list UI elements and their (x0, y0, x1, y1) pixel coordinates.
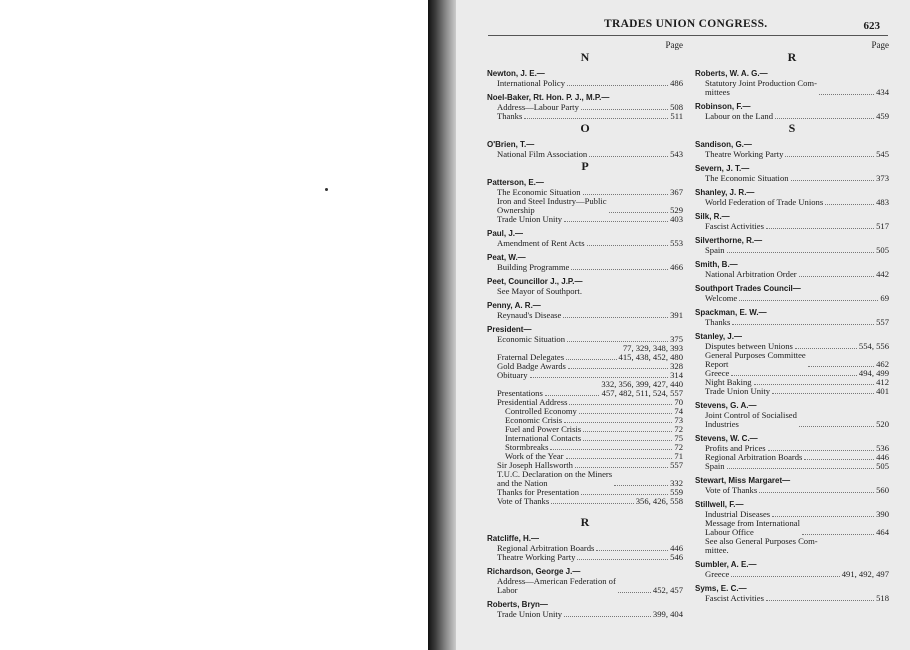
entry-topic: Amendment of Rent Acts (497, 238, 585, 248)
entry-pages: 375 (670, 334, 683, 344)
entry-pages: 466 (670, 262, 683, 272)
dot-leader (759, 492, 874, 493)
index-entry (695, 486, 889, 495)
index-entry (695, 294, 889, 303)
dust-speck (325, 188, 328, 191)
entry-topic: Address—Labour Party (497, 102, 579, 112)
entry-topic: Reynaud's Disease (497, 310, 562, 320)
entry-pages: 560 (876, 485, 889, 495)
dot-leader (825, 204, 874, 205)
entry-pages: 505 (876, 461, 889, 471)
entry-topic: Theatre Working Party (497, 552, 576, 562)
index-name-heading: Roberts, Bryn— (487, 600, 548, 609)
index-name-heading: Shanley, J. R.— (695, 188, 755, 197)
dot-leader (563, 317, 668, 318)
entry-topic: National Arbitration Order (705, 269, 797, 279)
index-name-heading: Noel-Baker, Rt. Hon. P. J., M.P.— (487, 93, 610, 102)
index-entry (487, 150, 683, 159)
dot-leader (727, 252, 875, 253)
entry-topic: See Mayor of Southport. (497, 286, 582, 296)
index-entry (695, 537, 889, 555)
dot-leader (551, 503, 634, 504)
index-name-heading: Silverthorne, R.— (695, 236, 763, 245)
book-gutter-shadow (428, 0, 458, 650)
dot-leader (799, 276, 874, 277)
entry-pages: 459 (876, 111, 889, 121)
entry-pages: 554, 556 (858, 341, 889, 351)
entry-topic: Vote of Thanks (497, 496, 550, 506)
entry-topic: General Purposes Committee Report (705, 350, 806, 369)
entry-topic: Thanks for Presentation (497, 487, 580, 497)
entry-pages: 69 (880, 293, 889, 303)
entry-topic: Iron and Steel Industry—Public Ownership (497, 196, 607, 215)
section-letter: N (580, 50, 590, 64)
entry-topic: Disputes between Unions (705, 341, 793, 351)
entry-topic: Statutory Joint Production Com- mittees (705, 78, 817, 97)
dot-leader (791, 180, 875, 181)
index-entry (695, 411, 889, 429)
entry-topic: Address—American Federation of Labor (497, 576, 616, 595)
index-name-heading: Spackman, E. W.— (695, 308, 767, 317)
index-name-heading: Robinson, F.— (695, 102, 751, 111)
index-name-heading: Paul, J.— (487, 229, 524, 238)
entry-topic: Greece (705, 368, 730, 378)
running-head-title: TRADES UNION CONGRESS. (604, 18, 768, 30)
entry-pages: 77, 329, 348, 393 415, 438, 452, 480 (618, 343, 683, 362)
entry-topic: National Film Association (497, 149, 588, 159)
index-name-heading: President— (487, 325, 532, 334)
entry-pages: 367 (670, 187, 683, 197)
index-entry (487, 470, 683, 488)
index-name-heading: Stillwell, F.— (695, 500, 744, 509)
index-entry (695, 351, 889, 369)
dot-leader (545, 395, 600, 396)
index-entry (487, 311, 683, 320)
entry-pages: 71 (674, 451, 683, 461)
entry-topic: Fraternal Delegates (497, 352, 565, 362)
entry-pages: 462 (876, 359, 889, 369)
dot-leader (569, 404, 672, 405)
entry-pages: 434 (876, 87, 889, 97)
dot-leader (566, 458, 673, 459)
entry-pages: 483 (876, 197, 889, 207)
index-name-heading: Smith, B.— (695, 260, 738, 269)
page-column-label: Page (665, 40, 683, 50)
dot-leader (766, 600, 874, 601)
index-entry (487, 610, 683, 619)
entry-pages: 446 (876, 452, 889, 462)
index-entry (487, 215, 683, 224)
dot-leader (581, 494, 668, 495)
dot-leader (530, 377, 669, 378)
dot-leader (589, 156, 668, 157)
entry-pages: 72 (674, 424, 683, 434)
entry-topic: International Policy (497, 78, 566, 88)
index-entry (487, 287, 683, 296)
entry-pages: 557 (670, 460, 683, 470)
entry-topic: Presidential Address (497, 397, 568, 407)
index-name-heading: Stevens, W. C.— (695, 434, 758, 443)
dot-leader (564, 221, 668, 222)
dot-leader (575, 467, 668, 468)
dot-leader (732, 324, 874, 325)
entry-pages: 491, 492, 497 (841, 569, 889, 579)
entry-topic: Stormbreaks (505, 442, 549, 452)
entry-topic: Trade Union Unity (497, 214, 563, 224)
page-number: 623 (863, 20, 880, 32)
index-entry (695, 519, 889, 537)
entry-pages: 332 (670, 478, 683, 488)
blank-left-page (0, 0, 428, 650)
dot-leader (802, 534, 874, 535)
dot-leader (566, 359, 617, 360)
dot-leader (618, 592, 651, 593)
index-name-heading: Sandison, G.— (695, 140, 752, 149)
entry-pages: 442 (876, 269, 889, 279)
entry-topic: Building Programme (497, 262, 570, 272)
entry-pages: 517 (876, 221, 889, 231)
entry-topic: Joint Control of Socialised Industries (705, 410, 797, 429)
entry-pages: 486 (670, 78, 683, 88)
index-name-heading: Penny, A. R.— (487, 301, 541, 310)
index-entry (695, 462, 889, 471)
entry-pages: 332, 356, 399, 427, 440 457, 482, 511, 524, 557 (601, 379, 683, 398)
entry-topic: Labour on the Land (705, 111, 774, 121)
entry-topic: Thanks (705, 317, 731, 327)
entry-pages: 464 (876, 527, 889, 537)
index-entry (487, 197, 683, 215)
index-name-heading: O'Brien, T.— (487, 140, 535, 149)
entry-pages: 543 (670, 149, 683, 159)
index-name-heading: Stewart, Miss Margaret— (695, 476, 791, 485)
entry-topic: Trade Union Unity (497, 609, 563, 619)
entry-topic: Theatre Working Party (705, 149, 784, 159)
header-rule (488, 35, 888, 36)
entry-pages: 508 (670, 102, 683, 112)
index-entry (487, 497, 683, 506)
entry-pages: 536 (876, 443, 889, 453)
dot-leader (581, 109, 668, 110)
entry-topic: International Contacts (505, 433, 582, 443)
entry-topic: Work of the Year (505, 451, 564, 461)
index-name-heading: Southport Trades Council— (695, 284, 801, 293)
entry-pages: 518 (876, 593, 889, 603)
index-name-heading: Roberts, W. A. G.— (695, 69, 768, 78)
entry-pages: 412 (876, 377, 889, 387)
index-entry (695, 594, 889, 603)
entry-topic: Obituary (497, 370, 528, 380)
entry-pages: 73 (674, 415, 683, 425)
entry-pages: 452, 457 (652, 585, 683, 595)
dot-leader (550, 449, 672, 450)
dot-leader (772, 516, 874, 517)
index-page (456, 0, 910, 650)
entry-topic: Spain (705, 461, 725, 471)
entry-pages: 553 (670, 238, 683, 248)
entry-pages: 72 (674, 442, 683, 452)
entry-topic: Vote of Thanks (705, 485, 758, 495)
entry-topic: The Economic Situation (705, 173, 789, 183)
entry-pages: 529 (670, 205, 683, 215)
entry-pages: 546 (670, 552, 683, 562)
entry-topic: Presentations (497, 388, 543, 398)
entry-topic: Trade Union Unity (705, 386, 771, 396)
entry-topic: Profits and Prices (705, 443, 766, 453)
section-letter: R (580, 515, 590, 529)
entry-pages: 390 (876, 509, 889, 519)
dot-leader (766, 228, 874, 229)
index-entry (487, 577, 683, 595)
entry-pages: 403 (670, 214, 683, 224)
index-entry (695, 222, 889, 231)
index-entry (487, 239, 683, 248)
dot-leader (596, 550, 668, 551)
index-name-heading: Sumbler, A. E.— (695, 560, 757, 569)
index-entry (695, 79, 889, 97)
index-entry (487, 380, 683, 398)
index-entry (695, 318, 889, 327)
entry-pages: 399, 404 (652, 609, 683, 619)
index-entry (695, 150, 889, 159)
dot-leader (768, 450, 874, 451)
page-column-label: Page (871, 40, 889, 50)
index-name-heading: Silk, R.— (695, 212, 730, 221)
index-entry (487, 79, 683, 88)
dot-leader (583, 194, 669, 195)
index-name-heading: Richardson, George J.— (487, 567, 581, 576)
entry-topic: Night Baking (705, 377, 752, 387)
index-name-heading: Severn, J. T.— (695, 164, 750, 173)
entry-pages: 356, 426, 558 (635, 496, 683, 506)
index-entry (487, 263, 683, 272)
section-letter: S (788, 121, 796, 135)
entry-topic: Message from International Labour Office (705, 518, 800, 537)
dot-leader (571, 269, 668, 270)
index-entry (695, 174, 889, 183)
dot-leader (564, 616, 651, 617)
dot-leader (804, 459, 874, 460)
entry-topic: T.U.C. Declaration on the Miners and the Nation (497, 469, 613, 488)
dot-leader (577, 559, 668, 560)
entry-pages: 70 (674, 397, 683, 407)
index-entry (487, 112, 683, 121)
index-name-heading: Newton, J. E.— (487, 69, 545, 78)
index-name-heading: Syms, E. C.— (695, 584, 747, 593)
index-name-heading: Stanley, J.— (695, 332, 742, 341)
dot-leader (567, 85, 668, 86)
index-entry (695, 570, 889, 579)
entry-pages: 75 (674, 433, 683, 443)
dot-leader (775, 118, 874, 119)
index-column-left (487, 40, 683, 619)
index-entry (695, 387, 889, 396)
dot-leader (579, 413, 673, 414)
entry-pages: 559 (670, 487, 683, 497)
index-name-heading: Patterson, E.— (487, 178, 544, 187)
dot-leader (819, 94, 874, 95)
entry-pages: 74 (674, 406, 683, 416)
entry-topic: Fascist Activities (705, 221, 764, 231)
dot-leader (731, 576, 839, 577)
dot-leader (754, 384, 875, 385)
dot-leader (731, 375, 857, 376)
dot-leader (785, 156, 874, 157)
entry-topic: Controlled Economy (505, 406, 577, 416)
entry-topic: Greece (705, 569, 730, 579)
dot-leader (808, 366, 874, 367)
index-entry (695, 246, 889, 255)
dot-leader (567, 341, 668, 342)
index-column-right (695, 40, 889, 603)
entry-pages: 314 (670, 370, 683, 380)
entry-pages: 328 (670, 361, 683, 371)
entry-topic: The Economic Situation (497, 187, 581, 197)
dot-leader (583, 440, 672, 441)
entry-topic: Industrial Diseases (705, 509, 771, 519)
entry-pages: 401 (876, 386, 889, 396)
entry-pages: 391 (670, 310, 683, 320)
dot-leader (739, 300, 878, 301)
dot-leader (524, 118, 668, 119)
entry-pages: 505 (876, 245, 889, 255)
dot-leader (564, 422, 672, 423)
entry-topic: Fascist Activities (705, 593, 764, 603)
index-name-heading: Peet, Councillor J., J.P.— (487, 277, 583, 286)
entry-pages: 557 (876, 317, 889, 327)
dot-leader (568, 368, 668, 369)
entry-topic: Economic Situation (497, 334, 566, 344)
section-letter: R (787, 50, 797, 64)
entry-topic: World Federation of Trade Unions (705, 197, 824, 207)
entry-topic: Economic Crisis (505, 415, 563, 425)
entry-topic: Welcome (705, 293, 738, 303)
index-entry (695, 270, 889, 279)
entry-topic: Thanks (497, 111, 523, 121)
entry-pages: 511 (670, 111, 683, 121)
dot-leader (799, 426, 874, 427)
index-name-heading: Peat, W.— (487, 253, 526, 262)
index-name-heading: Stevens, G. A.— (695, 401, 757, 410)
entry-pages: 545 (876, 149, 889, 159)
entry-topic: Regional Arbitration Boards (705, 452, 803, 462)
index-name-heading: Ratcliffe, H.— (487, 534, 540, 543)
entry-topic: See also General Purposes Com- mittee. (705, 536, 818, 555)
dot-leader (727, 468, 875, 469)
entry-topic: Regional Arbitration Boards (497, 543, 595, 553)
dot-leader (587, 245, 669, 246)
entry-pages: 494, 499 (858, 368, 889, 378)
dot-leader (614, 485, 668, 486)
entry-pages: 446 (670, 543, 683, 553)
index-entry (487, 344, 683, 362)
index-entry (695, 198, 889, 207)
entry-topic: Sir Joseph Hallsworth (497, 460, 573, 470)
entry-pages: 520 (876, 419, 889, 429)
entry-topic: Fuel and Power Crisis (505, 424, 582, 434)
entry-topic: Spain (705, 245, 725, 255)
entry-pages: 373 (876, 173, 889, 183)
dot-leader (795, 348, 857, 349)
section-letter: P (581, 159, 589, 173)
index-entry (695, 112, 889, 121)
section-letter: O (580, 121, 590, 135)
dot-leader (772, 393, 874, 394)
index-entry (487, 553, 683, 562)
dot-leader (583, 431, 672, 432)
dot-leader (609, 212, 669, 213)
entry-topic: Gold Badge Awards (497, 361, 566, 371)
